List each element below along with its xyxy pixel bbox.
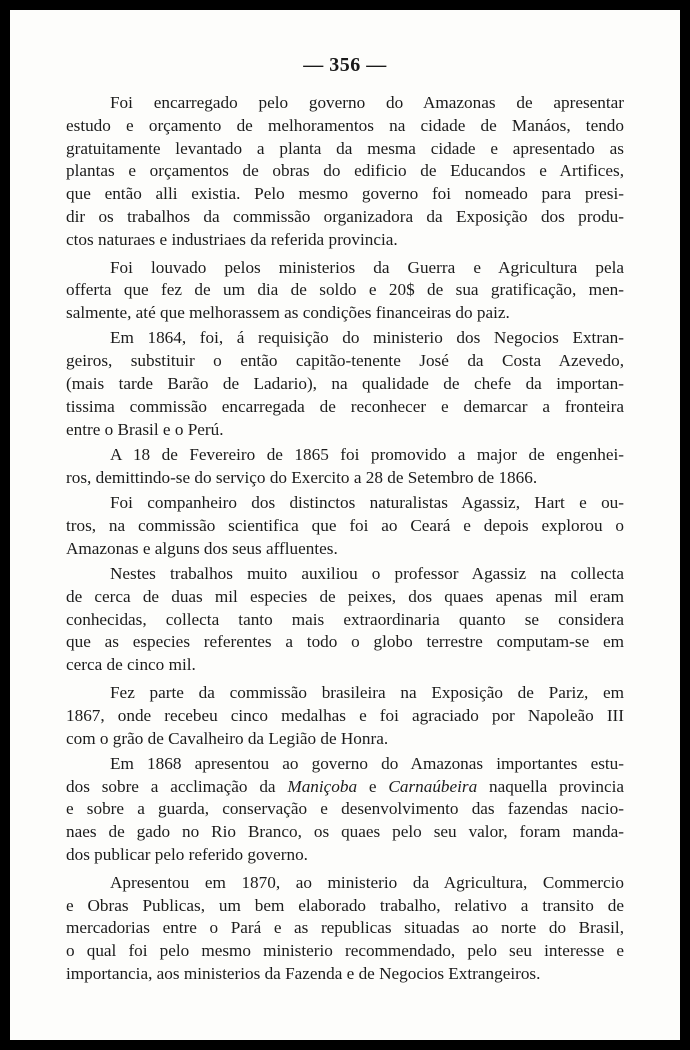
paragraph-fish-collection (66, 563, 624, 677)
text-line: que as especies referentes a todo o globo terrestre computam-se em (66, 632, 624, 652)
body-text (66, 92, 624, 988)
text-line: o qual foi pelo mesmo ministerio recommendado, pelo seu interesse e (66, 941, 624, 961)
paragraph-1870-report (66, 872, 624, 986)
text-line: salmente, até que melhorassem as condições financeiras do paiz. (66, 303, 510, 323)
document-page (10, 10, 680, 1040)
text-line: dir os trabalhos da commissão organizadora da Exposição dos produ- (66, 206, 624, 226)
text-line: Em 1868 apresentou ao governo do Amazonas importantes estu- (110, 753, 624, 773)
paragraph-1865-promotion (66, 444, 624, 490)
text-line: entre o Brasil e o Perú. (66, 419, 224, 439)
text-line: mercadorias entre o Pará e as republicas situadas ao norte do Brasil, (66, 918, 624, 938)
text-line: (mais tarde Barão de Ladario), na qualidade de chefe da importan- (66, 374, 624, 394)
text-line: tros, na commissão scientifica que foi ao Ceará e depois explorou o (66, 515, 624, 535)
text-line: cerca de cinco mil. (66, 655, 196, 675)
italic-plant-name: Carnaúbeira (388, 776, 478, 796)
text-line: plantas e orçamentos de obras do edificio de Educandos e Artifices, (66, 161, 624, 181)
text-line: Foi encarregado pelo governo do Amazonas de apresentar (110, 93, 624, 112)
text-line: Foi louvado pelos ministerios da Guerra e Agricultura pela (110, 257, 624, 277)
text-line: geiros, substituir o então capitão-tenente José da Costa Azevedo, (66, 351, 624, 371)
paragraph-amazonas-commission (66, 92, 624, 252)
paragraph-1864-frontier (66, 327, 624, 441)
text-line: ros, demittindo-se do serviço do Exercito a 28 de Setembro de 1866. (66, 467, 538, 487)
text-line: 1867, onde recebeu cinco medalhas e foi agraciado por Napoleão III (66, 705, 624, 725)
italic-plant-name: Maniçoba (287, 776, 358, 796)
text-line: Amazonas e alguns dos seus affluentes. (66, 538, 338, 558)
text-line: com o grão de Cavalheiro da Legião de Honra. (66, 728, 389, 748)
text-line: que então alli existia. Pelo mesmo governo foi nomeado para presi- (66, 184, 624, 204)
text-line: Foi companheiro dos distinctos naturalistas Agassiz, Hart e ou- (110, 493, 624, 513)
text-line: dos sobre a acclimação da Maniçoba e Carnaúbeira naquella provincia (66, 776, 624, 796)
paragraph-paris-exposition (66, 682, 624, 750)
text-line: Fez parte da commissão brasileira na Exposição de Pariz, em (110, 682, 624, 702)
text-line: estudo e orçamento de melhoramentos na cidade de Manáos, tendo (66, 115, 624, 135)
text-line: e sobre a guarda, conservação e desenvolvimento das fazendas nacio- (66, 799, 624, 819)
text-line: tissima commissão encarregada de reconhecer e demarcar a fronteira (66, 396, 624, 416)
text-line: offerta que fez de um dia de soldo e 20$ de sua gratificação, men- (66, 280, 624, 300)
text-line: dos publicar pelo referido governo. (66, 845, 308, 864)
text-line: Nestes trabalhos muito auxiliou o professor Agassiz na collecta (110, 563, 624, 583)
paragraph-ministry-praise (66, 257, 624, 325)
text-line: gratuitamente levantado a planta da mesma cidade e apresentado as (66, 138, 624, 158)
text-line: A 18 de Fevereiro de 1865 foi promovido a major de engenhei- (110, 444, 624, 464)
text-line: e Obras Publicas, um bem elaborado trabalho, relativo a transito de (66, 895, 624, 915)
paragraph-1868-studies (66, 753, 624, 867)
text-line: Apresentou em 1870, ao ministerio da Agricultura, Commercio (110, 872, 624, 892)
text-line: ctos naturaes e industriaes da referida provincia. (66, 229, 398, 249)
text-line: importancia, aos ministerios da Fazenda e de Negocios Extrangeiros. (66, 963, 541, 983)
page-number: — 356 — (303, 54, 387, 76)
text-line: naes de gado no Rio Branco, os quaes pelo seu valor, foram manda- (66, 822, 624, 842)
text-line: conhecidas, collecta tanto mais extraordinaria quanto se considera (66, 609, 624, 629)
text-line: Em 1864, foi, á requisição do ministerio dos Negocios Extran- (110, 328, 624, 348)
paragraph-agassiz-companion (66, 492, 624, 560)
text-line: de cerca de duas mil especies de peixes, dos quaes apenas mil eram (66, 586, 624, 606)
